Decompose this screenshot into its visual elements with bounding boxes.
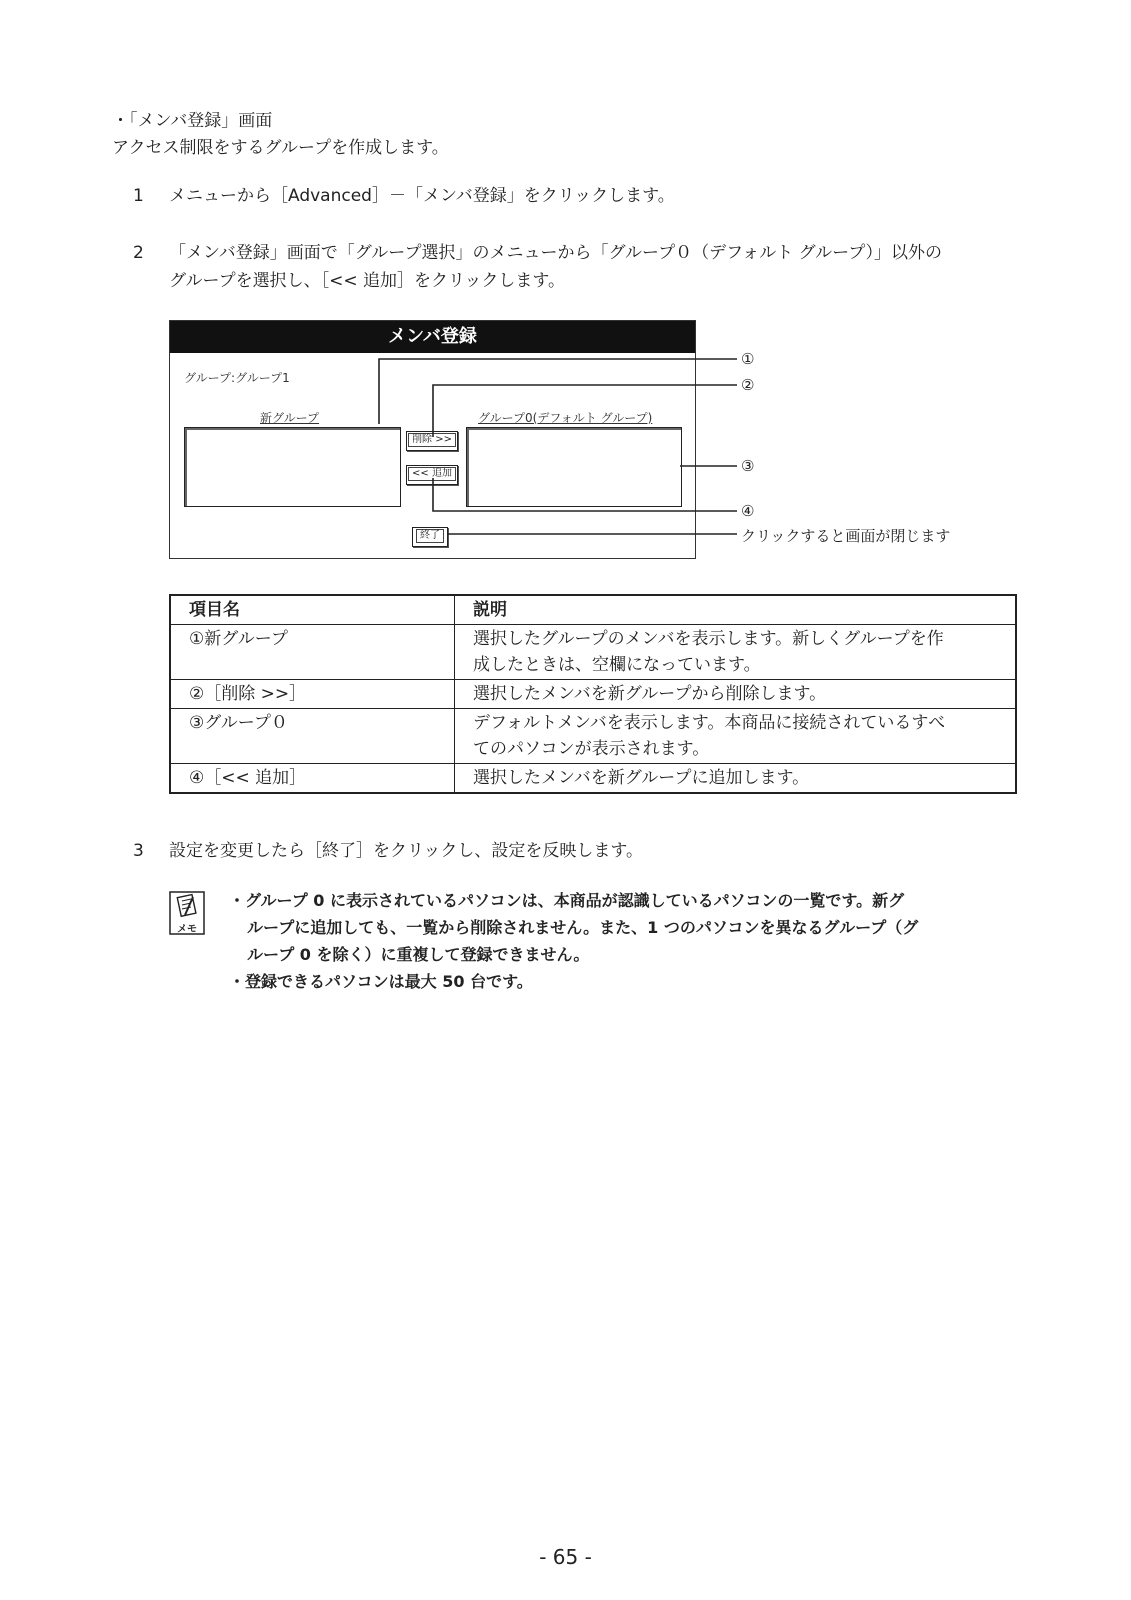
step-2-number: 2 [133, 243, 144, 263]
section-title: ・「メンバ登録」画面 [112, 111, 273, 131]
callout-4: ④ [741, 502, 755, 520]
table-row [170, 709, 1016, 764]
callout-1: ① [741, 350, 755, 368]
row-2-name: ②［削除 >>］ [170, 680, 455, 709]
close-note: クリックすると画面が閉じます [741, 527, 951, 545]
close-button[interactable]: 終了 [412, 527, 448, 547]
add-button[interactable]: << 追加 [406, 465, 458, 485]
memo-icon [169, 891, 205, 935]
group0-label: グループ0(デフォルト グループ) [478, 411, 653, 425]
memo-bullet-1-line-2: ループに追加しても、一覧から削除されません。また、1 つのパソコンを異なるグループ（グ [247, 918, 919, 937]
header-item-name: 項目名 [170, 595, 455, 625]
row-4-desc: 選択したメンバを新グループに追加します。 [455, 764, 1017, 794]
step-3-number: 3 [133, 841, 144, 861]
table-row [170, 625, 1016, 680]
step-1-number: 1 [133, 186, 144, 206]
window-titlebar: メンバ登録 [170, 321, 695, 353]
callout-3: ③ [741, 457, 755, 475]
step-2-line2: グループを選択し、［<< 追加］をクリックします。 [169, 271, 565, 291]
row-4-name: ④［<< 追加］ [170, 764, 455, 794]
memo-bullet-1-line-3: ループ 0 を除く）に重複して登録できません。 [247, 945, 590, 964]
memo-text [229, 887, 1019, 995]
header-description: 説明 [455, 595, 1017, 625]
memo-bullet-1-line-1: ・グループ 0 に表示されているパソコンは、本商品が認識しているパソコンの一覧です。新グ [229, 891, 905, 910]
callout-lines [0, 0, 1131, 600]
callout-2: ② [741, 376, 755, 394]
table-row [170, 764, 1016, 794]
step-3-text: 設定を変更したら［終了］をクリックし、設定を反映します。 [169, 841, 643, 861]
delete-button[interactable]: 削除 >> [406, 431, 458, 451]
row-1-name: ①新グループ [170, 625, 455, 680]
row-3-name: ③グループ０ [170, 709, 455, 764]
row-2-desc: 選択したメンバを新グループから削除します。 [455, 680, 1017, 709]
section-description: アクセス制限をするグループを作成します。 [112, 138, 449, 158]
new-group-label: 新グループ [260, 411, 320, 425]
row-1-desc: 選択したグループのメンバを表示します。新しくグループを作 成したときは、空欄になっています。 [455, 625, 1017, 680]
item-description-table [169, 594, 1017, 794]
row-3-desc: デフォルトメンバを表示します。本商品に接続されているすべ てのパソコンが表示されます。 [455, 709, 1017, 764]
page-number: - 65 - [539, 1545, 592, 1569]
step-2-line1: 「メンバ登録」画面で「グループ選択」のメニューから「グループ０（デフォルト グループ）」以外の [169, 243, 942, 263]
group-select-label: グループ:グループ1 [184, 371, 290, 385]
memo-bullet-2: ・登録できるパソコンは最大 50 台です。 [229, 972, 533, 991]
table-header-row [170, 595, 1016, 625]
table-row [170, 680, 1016, 709]
step-1-text: メニューから［Advanced］－「メンバ登録」をクリックします。 [169, 186, 675, 206]
memo-icon-label: メモ [177, 924, 197, 935]
